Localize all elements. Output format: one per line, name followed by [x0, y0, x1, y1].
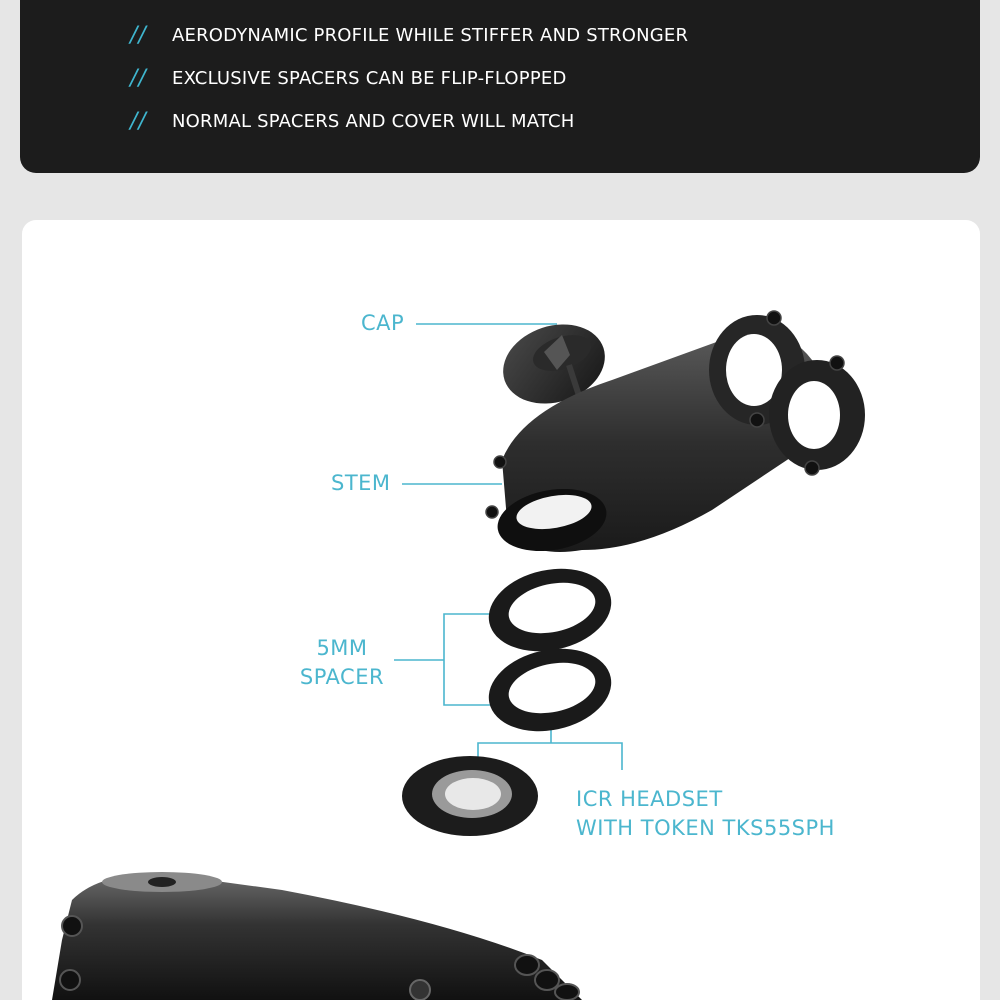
feature-text: NORMAL SPACERS AND COVER WILL MATCH — [172, 110, 575, 132]
headset-component — [402, 756, 538, 836]
spacer-label-line2: SPACER — [299, 665, 385, 689]
slash-marker-icon: // — [130, 65, 147, 91]
headset-label — [576, 785, 835, 843]
headset-label-line1: ICR HEADSET — [576, 787, 723, 811]
feature-item — [130, 63, 567, 93]
exploded-diagram-card — [22, 220, 980, 1000]
feature-panel — [20, 0, 980, 173]
spacer-label — [294, 634, 390, 692]
feature-text: AERODYNAMIC PROFILE WHILE STIFFER AND STRONGER — [172, 24, 689, 46]
feature-item — [130, 106, 575, 136]
stem-label: STEM — [331, 471, 391, 495]
headset-label-line2: WITH TOKEN TKS55SPH — [576, 816, 835, 840]
spacer-label-line1: 5MM — [316, 636, 368, 660]
spacer-component — [481, 558, 619, 742]
slash-marker-icon: // — [130, 22, 147, 48]
feature-text: EXCLUSIVE SPACERS CAN BE FLIP-FLOPPED — [172, 67, 567, 89]
stem-assembled-illustration — [52, 872, 582, 1000]
cap-label: CAP — [361, 311, 405, 335]
stem-exploded-illustration — [22, 220, 980, 1000]
slash-marker-icon: // — [130, 108, 147, 134]
feature-item — [130, 20, 688, 50]
